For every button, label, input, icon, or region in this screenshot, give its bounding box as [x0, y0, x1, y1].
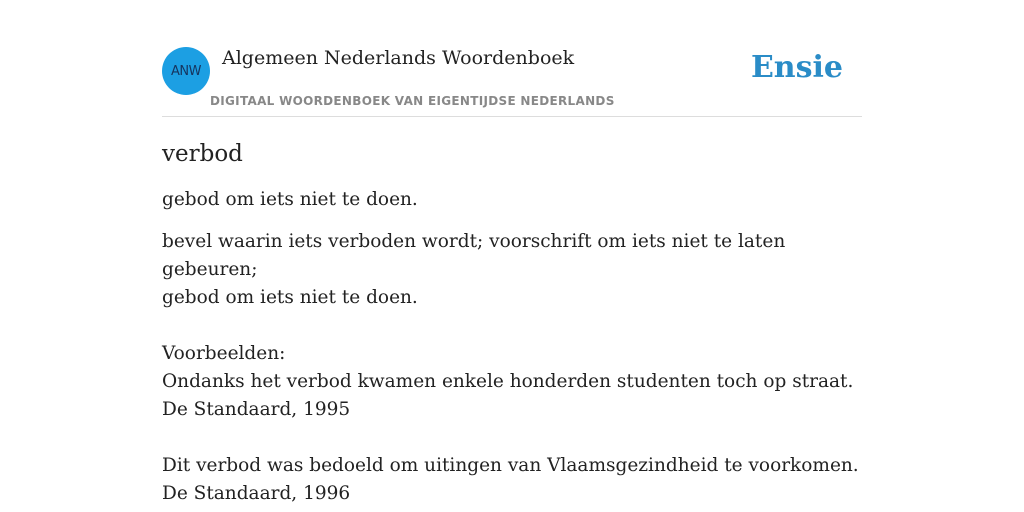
headword: verbod [162, 141, 243, 167]
spacer [162, 424, 862, 452]
anw-logo[interactable] [162, 47, 210, 95]
example-text: Dit verbod was bedoeld om uitingen van Vlaamsgezindheid te voorkomen. [162, 455, 859, 476]
spacer [162, 312, 862, 340]
definition-line: bevel waarin iets verboden wordt; voorschrift om iets niet te laten gebeuren; [162, 231, 786, 280]
site-subtitle: DIGITAAL WOORDENBOEK VAN EIGENTIJDSE NEDERLANDS [210, 94, 615, 108]
examples-label: Voorbeelden: [162, 343, 286, 364]
example-source: De Standaard, 1996 [162, 483, 351, 504]
site-header [162, 44, 862, 117]
example-source: De Standaard, 1995 [162, 399, 351, 420]
entry-content [162, 138, 862, 508]
site-title[interactable]: Algemeen Nederlands Woordenboek [222, 47, 575, 69]
full-definition [162, 228, 862, 312]
ensie-brand-link[interactable]: Ensie [750, 50, 843, 85]
logo-text: ANW [171, 63, 201, 79]
definition-line: gebod om iets niet te doen. [162, 287, 418, 308]
example-text: Ondanks het verbod kwamen enkele honderden studenten toch op straat. [162, 371, 854, 392]
short-definition: gebod om iets niet te doen. [162, 189, 418, 210]
